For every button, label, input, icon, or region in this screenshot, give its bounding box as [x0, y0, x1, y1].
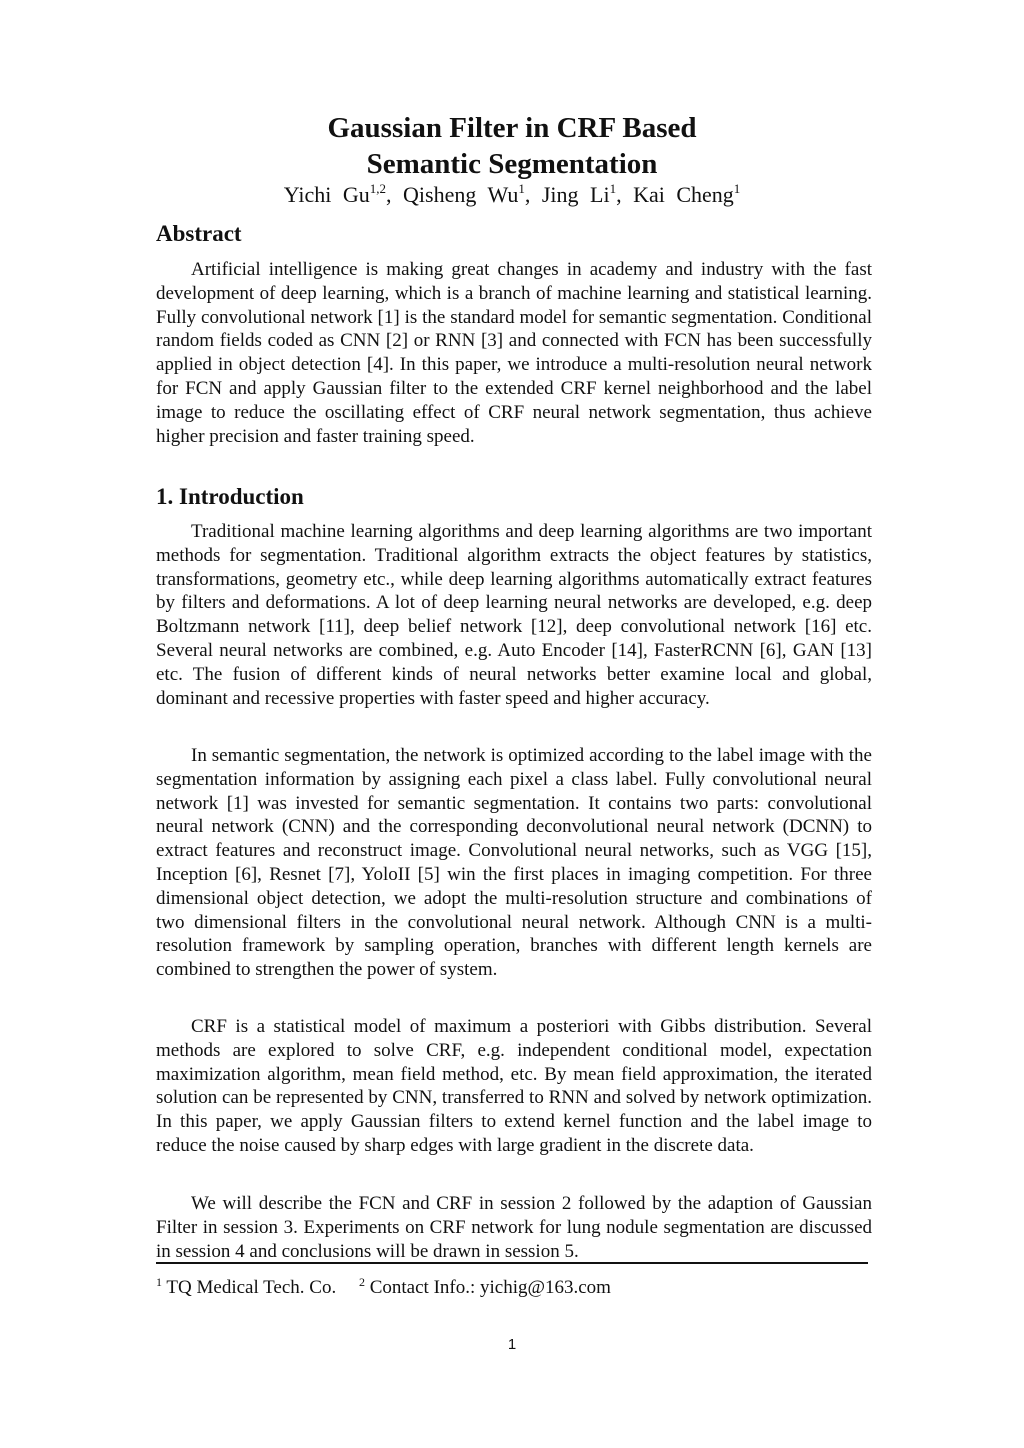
paper-title — [0, 110, 1024, 182]
abstract-text: Artificial intelligence is making great changes in academy and industry with the fast development of deep learning, which is a branch of machine learning and statistical learning. Fully convolutional network [1] is the standard model for semantic segmentation. Conditional random fields coded as CNN [2] or RNN [3] and connected with FCN has been successfully applied in object detection [4]. In this paper, we introduce a multi-resolution neural network for FCN and apply Gaussian filter to the extended CRF kernel neighborhood and the label image to reduce the oscillating effect of CRF neural network segmentation, thus achieve higher precision and faster training speed. — [156, 259, 872, 447]
footnote-affiliation: TQ Medical Tech. Co. — [166, 1277, 337, 1298]
intro-paragraph-1: Traditional machine learning algorithms and deep learning algorithms are two important methods for segmentation. Traditional algorithm extracts the object features by statistics, transformations, geometry etc., while deep learning algorithms automatically extract features by filters and deformations. A lot of deep learning neural networks are developed, e.g. deep Boltzmann network [11], deep belief network [12], deep convolutional network [16] etc. Several neural networks are combined, e.g. Auto Encoder [14], FasterRCNN [6], GAN [13] etc. The fusion of different kinds of neural networks better examine local and global, dominant and recessive properties with faster speed and higher accuracy. — [156, 521, 872, 709]
page-number: 1 — [507, 1336, 517, 1353]
introduction-heading: 1. Introduction — [156, 484, 304, 509]
author-separator: , — [386, 182, 392, 207]
footnote — [156, 1276, 611, 1300]
author-name: Yichi Gu — [283, 182, 370, 207]
author-separator: , — [524, 182, 531, 207]
author-affiliation: 1 — [733, 181, 741, 196]
title-line-2: Semantic Segmentation — [366, 148, 658, 180]
footnote-contact: Contact Info.: yichig@163.com — [369, 1277, 611, 1298]
footnote-divider — [156, 1262, 868, 1264]
author-list — [0, 180, 1024, 210]
author-name: Jing Li — [541, 182, 610, 207]
intro-paragraph-4: We will describe the FCN and CRF in session 2 followed by the adaption of Gaussian Filter in session 3. Experiments on CRF network for lung nodule segmentation are discussed in session 4 and conclusions will be drawn in session 5. — [156, 1193, 872, 1262]
intro-paragraph-3: CRF is a statistical model of maximum a posteriori with Gibbs distribution. Several methods are explored to solve CRF, e.g. independent conditional model, expectation maximization algorithm, mean field method, etc. By mean field approximation, the iterated solution can be represented by CNN, transferred to RNN and solved by network optimization. In this paper, we apply Gaussian filters to extend kernel function and the label image to reduce the noise caused by sharp edges with large gradient in the discrete data. — [156, 1016, 872, 1156]
footnote-mark-1: 1 — [156, 1275, 162, 1289]
author-separator: , — [616, 182, 622, 207]
author-affiliation: 1,2 — [369, 181, 387, 196]
author-affiliation: 1 — [609, 181, 617, 196]
author-name: Qisheng Wu — [403, 182, 519, 207]
author-name: Kai Cheng — [633, 182, 734, 207]
footnote-mark-2: 2 — [358, 1275, 365, 1289]
intro-paragraph-2: In semantic segmentation, the network is optimized according to the label image with the segmentation information by assigning each pixel a class label. Fully convolutional neural network [1] was invested for semantic segmentation. It contains two parts: convolutional neural network (CNN) and the corresponding deconvolutional neural network (DCNN) to extract features and reconstruct image. Convolutional neural networks, such as VGG [15], Inception [6], Resnet [7], YoloII [5] win the first places in imaging competition. For three dimensional object detection, we adopt the multi-resolution structure and combinations of two dimensional filters in the convolutional neural network. Although CNN is a multi-resolution framework by sampling operation, branches with different length kernels are combined to strengthen the power of system. — [156, 745, 872, 981]
title-line-1: Gaussian Filter in CRF Based — [327, 112, 697, 144]
abstract-heading: Abstract — [156, 221, 242, 246]
author-affiliation: 1 — [518, 181, 525, 196]
